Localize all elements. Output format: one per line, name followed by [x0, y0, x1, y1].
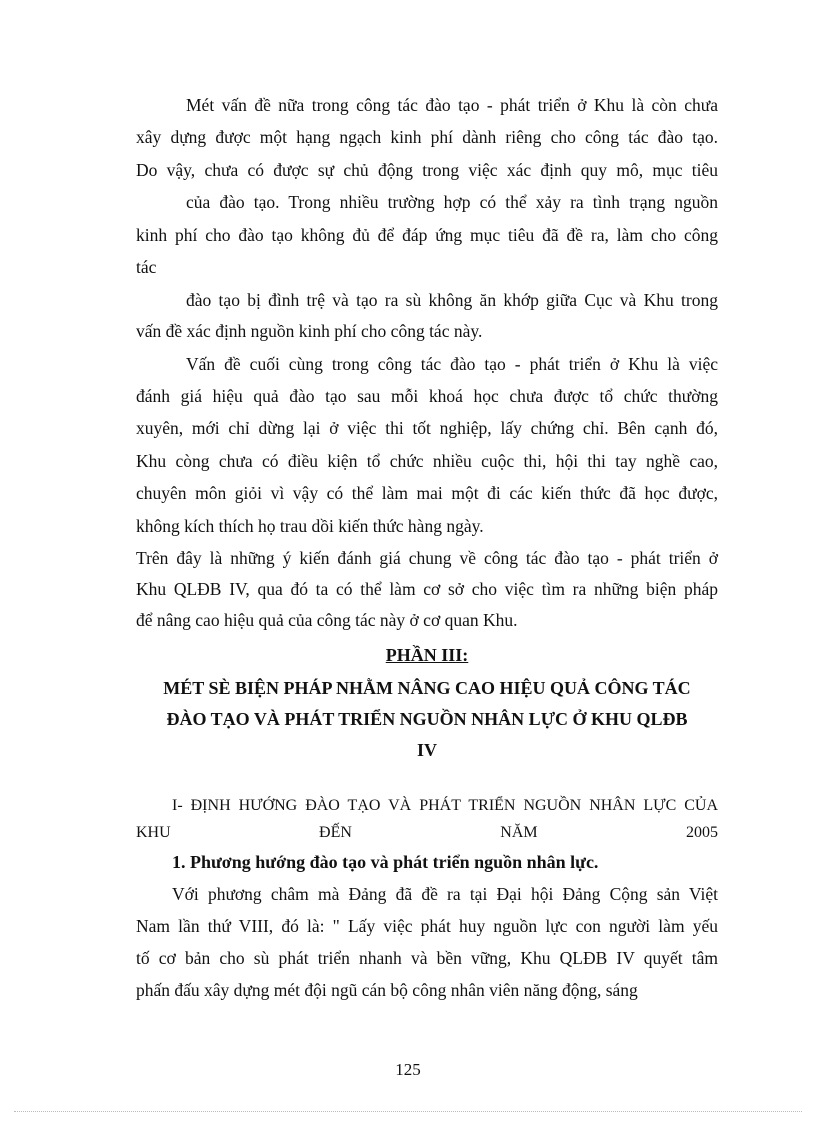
- paragraph-line: không kích thích họ trau dồi kiến thức hàng ngày.: [136, 516, 484, 536]
- paragraph-line: Do vậy, chưa có được sự chủ động trong việc xác định quy mô, mục tiêu: [136, 160, 718, 180]
- paragraph-line: của đào tạo. Trong nhiều trường hợp có thể xảy ra tình trạng nguồn: [186, 192, 718, 212]
- paragraph-line: Khu còng chưa có điều kiện tổ chức nhiều cuộc thi, hội thi tay nghề cao,: [136, 451, 718, 471]
- paragraph-line: phấn đấu xây dựng mét đội ngũ cán bộ công nhân viên năng động, sáng: [136, 980, 638, 1000]
- part-title-line: ĐÀO TẠO VÀ PHÁT TRIỂN NGUỒN NHÂN LỰC Ở KHU QLĐB: [166, 709, 688, 729]
- paragraph-line: Với phương châm mà Đảng đã đề ra tại Đại hội Đảng Cộng sản Việt: [172, 884, 718, 904]
- part-title-line: MÉT SÈ BIỆN PHÁP NHẰM NÂNG CAO HIỆU QUẢ CÔNG TÁC: [163, 678, 691, 698]
- paragraph-line: xuyên, mới chỉ dừng lại ở việc thi tốt nghiệp, lấy chứng chỉ. Bên cạnh đó,: [136, 418, 718, 438]
- page-number: 125: [395, 1060, 421, 1079]
- paragraph-line: kinh phí cho đào tạo không đủ để đáp ứng mục tiêu đã đề ra, làm cho công: [136, 225, 718, 245]
- paragraph-line: Trên đây là những ý kiến đánh giá chung về công tác đào tạo - phát triển ở: [136, 548, 718, 568]
- paragraph-line: để nâng cao hiệu quả của công tác này ở cơ quan Khu.: [136, 610, 518, 630]
- paragraph-line: Mét vấn đề nữa trong công tác đào tạo - phát triển ở Khu là còn chưa: [186, 95, 718, 115]
- part-heading: [136, 644, 718, 666]
- paragraph-line: tác: [136, 257, 157, 277]
- paragraph-line: Nam lần thứ VIII, đó là: " Lấy việc phát huy nguồn lực con người làm yếu: [136, 916, 718, 936]
- subsection-heading: 1. Phương hướng đào tạo và phát triển nguồn nhân lực.: [172, 852, 599, 872]
- part-title-line: IV: [416, 740, 437, 760]
- paragraph-line: vấn đề xác định nguồn kinh phí cho công tác này.: [136, 321, 483, 341]
- section-heading-line: KHU ĐẾN NĂM 2005: [136, 824, 718, 841]
- paragraph-line: đào tạo bị đình trệ và tạo ra sù không ăn khớp giữa Cục và Khu trong: [186, 290, 718, 310]
- paragraph-line: đánh giá hiệu quả đào tạo sau mỗi khoá học chưa được tổ chức thường: [136, 386, 718, 406]
- section-heading-line: I- ĐỊNH HƯỚNG ĐÀO TẠO VÀ PHÁT TRIỂN NGUỒN NHÂN LỰC CỦA: [172, 797, 718, 814]
- paragraph-line: tố cơ bản cho sù phát triển nhanh và bền vững, Khu QLĐB IV quyết tâm: [136, 948, 718, 968]
- paragraph-line: chuyên môn giỏi vì vậy có thể làm mai một đi các kiến thức đã học được,: [136, 483, 718, 503]
- part-heading-text: PHẦN III:: [385, 645, 469, 665]
- paragraph-line: Khu QLĐB IV, qua đó ta có thể làm cơ sở cho việc tìm ra những biện pháp: [136, 579, 718, 599]
- page-break-divider: [14, 1111, 802, 1112]
- paragraph-line: xây dựng được một hạng ngạch kinh phí dành riêng cho công tác đào tạo.: [136, 127, 718, 147]
- paragraph-line: Vấn đề cuối cùng trong công tác đào tạo - phát triển ở Khu là việc: [186, 354, 718, 374]
